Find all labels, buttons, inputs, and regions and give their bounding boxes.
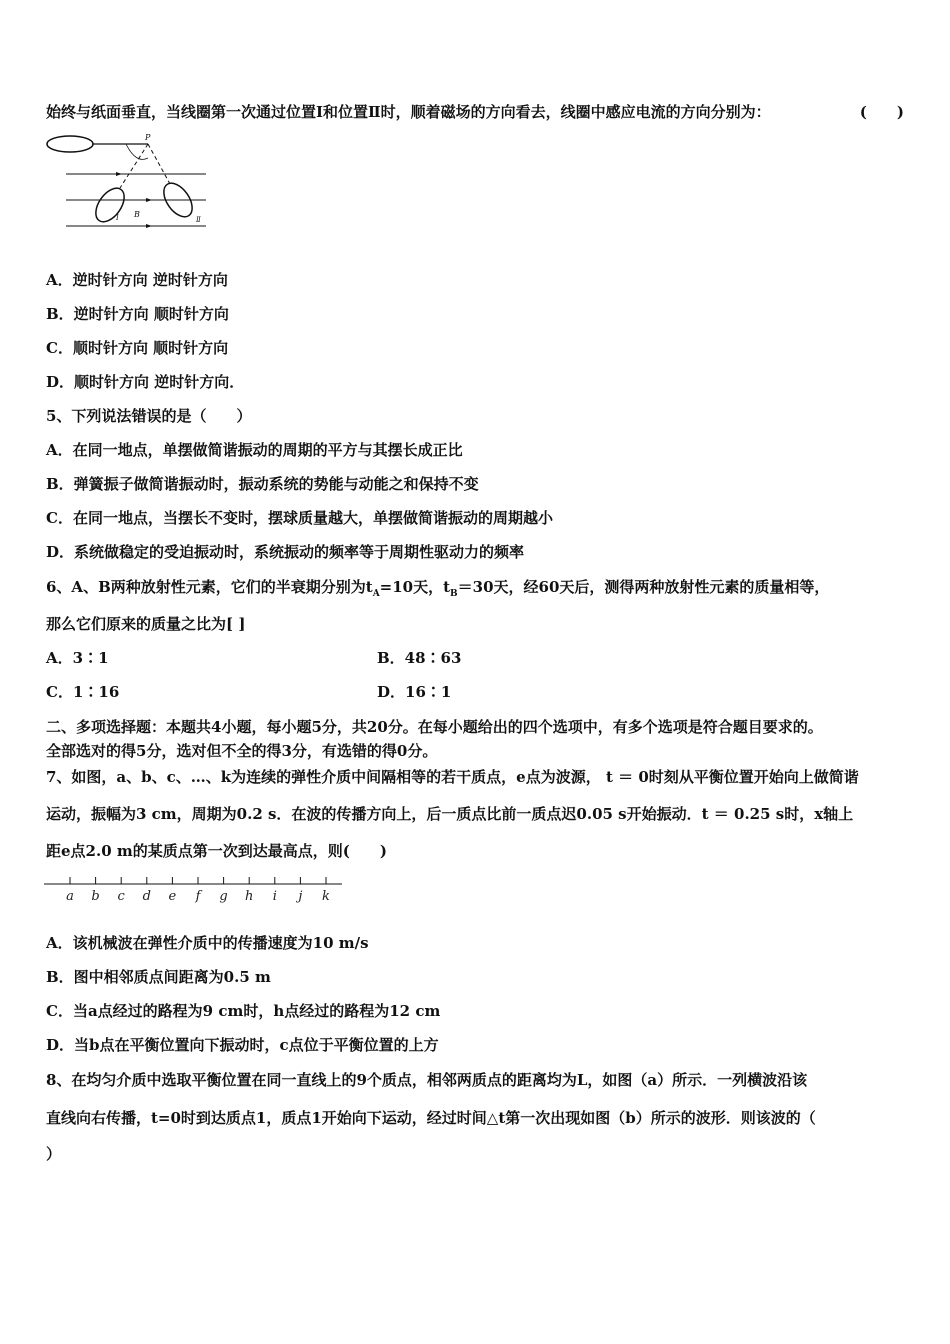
q4-coil-figure — [44, 130, 214, 230]
q5-option-c: C．在同一地点，当摆长不变时，摆球质量越大，单摆做简谐振动的周期越小 — [46, 509, 553, 527]
q6-option-row-2 — [46, 682, 119, 702]
q4-option-c: C．顺时针方向 顺时针方向 — [46, 339, 229, 357]
q4-option-d: D．顺时针方向 逆时针方向． — [46, 373, 245, 391]
section2-line2: 全部选对的得5分，选对但不全的得3分，有选错的得0分。 — [46, 742, 438, 760]
q7-axis-figure — [44, 872, 344, 908]
q4-option-a: A．逆时针方向 逆时针方向 — [46, 271, 228, 289]
q4-stem-text: 始终与纸面垂直，当线圈第一次通过位置Ⅰ和位置Ⅱ时，顺着磁场的方向看去，线圈中感应电流的方向分别为： — [46, 103, 771, 121]
q6-option-d: D．16∶1 — [377, 683, 452, 701]
q5-option-b: B．弹簧振子做简谐振动时，振动系统的势能与动能之和保持不变 — [46, 475, 479, 493]
q7-option-b: B．图中相邻质点间距离为0.5 m — [46, 968, 271, 986]
q4-stem-paren: ( ) — [859, 103, 904, 121]
axis-label-f: f — [195, 889, 201, 904]
dashed-line-right — [148, 144, 170, 184]
p-label: P — [145, 133, 151, 142]
q8-stem-line3: ） — [46, 1145, 62, 1163]
coil-position-1 — [90, 183, 130, 227]
axis-label-a: a — [66, 889, 74, 904]
axis-label-b: b — [91, 889, 100, 904]
q4-option-b: B．逆时针方向 顺时针方向 — [46, 305, 229, 323]
q6-stem-part3: ＝30天，经60天后，测得两种放射性元素的质量相等， — [457, 578, 830, 596]
q7-option-a: A．该机械波在弹性介质中的传播速度为10 m/s — [46, 934, 369, 952]
q5-stem: 5、下列说法错误的是（ ） — [46, 407, 252, 425]
q5-option-a: A．在同一地点，单摆做简谐振动的周期的平方与其摆长成正比 — [46, 441, 463, 459]
q7-option-d: D．当b点在平衡位置向下振动时，c点位于平衡位置的上方 — [46, 1036, 439, 1054]
q8-stem-line2: 直线向右传播，t=0时到达质点1，质点1开始向下运动，经过时间△t第一次出现如图（b）所示的波形．则该波的（ — [46, 1109, 816, 1127]
q6-option-c: C．1∶16 — [46, 683, 120, 701]
q5-option-d: D．系统做稳定的受迫振动时，系统振动的频率等于周期性驱动力的频率 — [46, 543, 525, 561]
q6-option-row-1 — [46, 648, 109, 668]
axis-label-j: j — [298, 889, 303, 904]
axis-label-k: k — [322, 889, 330, 904]
axis-label-e: e — [168, 889, 177, 904]
field-arrow-1 — [116, 172, 122, 176]
axis-label-i: i — [272, 889, 277, 904]
q6-stem-part2: =10天，t — [379, 578, 451, 596]
top-coil — [47, 136, 93, 152]
q6-stem-line2: 那么它们原来的质量之比为[ ] — [46, 615, 246, 633]
q8-stem-line1: 8、在均匀介质中选取平衡位置在同一直线上的9个质点，相邻两质点的距离均为L，如图（a）所示．一列横波沿该 — [46, 1071, 808, 1089]
axis-label-h: h — [245, 889, 254, 904]
b-label: B — [134, 210, 140, 219]
pos1-label: Ⅰ — [116, 214, 119, 222]
q6-option-b: B．48∶63 — [377, 649, 462, 667]
q6-stem-part1: 6、A、B两种放射性元素，它们的半衰期分别为t — [46, 578, 373, 596]
axis-label-g: g — [219, 889, 228, 904]
field-arrow-3 — [146, 224, 152, 228]
axis-label-d: d — [142, 889, 151, 904]
q6-sub-b: B — [450, 589, 458, 599]
q7-stem-line2: 运动，振幅为3 cm，周期为0.2 s．在波的传播方向上，后一质点比前一质点迟0.05 s开始振动．t ＝ 0.25 s时，x轴上 — [46, 805, 854, 823]
pos2-label: Ⅱ — [196, 216, 201, 224]
axis-label-c: c — [117, 889, 125, 904]
q7-option-c: C．当a点经过的路程为9 cm时，h点经过的路程为12 cm — [46, 1002, 441, 1020]
section2-line1: 二、多项选择题：本题共4小题，每小题5分，共20分。在每小题给出的四个选项中，有多个选项是符合题目要求的。 — [46, 718, 823, 736]
q7-stem-line3: 距e点2.0 m的某质点第一次到达最高点，则( ) — [46, 842, 387, 860]
q4-stem — [46, 102, 904, 122]
q6-stem — [46, 577, 829, 604]
field-arrow-2 — [146, 198, 152, 202]
q7-stem-line1: 7、如图，a、b、c、…、k为连续的弹性介质中间隔相等的若干质点，e点为波源， t ＝ 0时刻从平衡位置开始向上做简谐 — [46, 768, 859, 786]
dashed-line-left — [120, 144, 148, 188]
q6-sub-a: A — [372, 589, 380, 599]
swing-arc — [126, 144, 148, 159]
q6-option-a: A．3∶1 — [46, 649, 109, 667]
